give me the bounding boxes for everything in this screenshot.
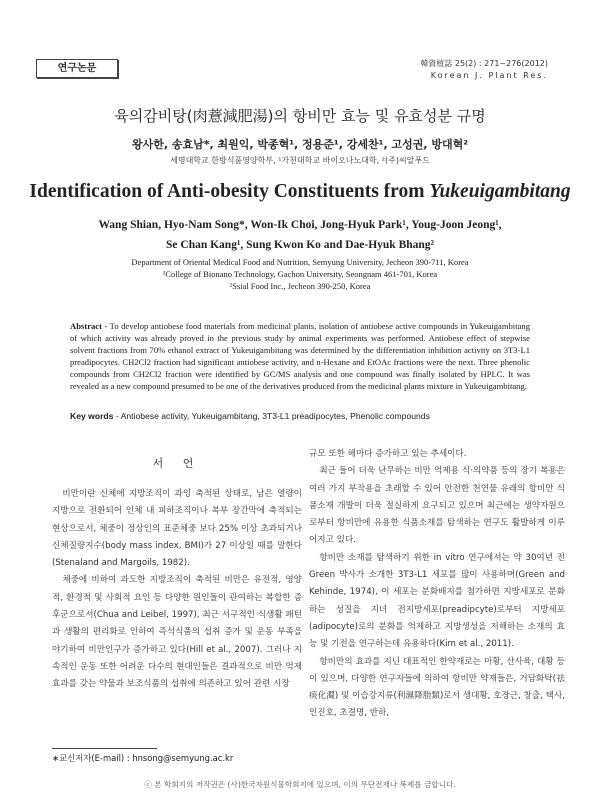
footnote-divider	[52, 748, 157, 749]
affiliation-line: ²Ssial Food Inc., Jecheon 390-250, Korea	[229, 281, 371, 291]
korean-title: 육의감비탕(肉薏減肥湯)의 항비만 효능 및 유효성분 규명	[114, 107, 486, 125]
paragraph: 규모 또한 해마다 증가하고 있는 추세이다.	[309, 449, 467, 459]
affiliation-line: Department of Oriental Medical Food and Nutrition, Semyung University, Jecheon 390-711, Korea	[131, 257, 469, 267]
paragraph: 체중에 비하여 과도한 지방조직이 축적된 비만은 유전적, 영양적, 환경적 및 사회적 요인 등 다양한 원인들이 관여하는 복합한 증후군으로서(Chua and Leibel, 1997), 최근 서구적인 식생활 패턴과 생활의 편리화로 인하여 즉석식품의 섭취 증가 및 운동 부족을 야기하여 비만인구가 증가하고 있다(Hill et al., 2007). 그러나 지속적인 운동 또한 어려운 다수의 현대인들은 결과적으로 비만 억제효과를 갖는 약물과 보조식품의 섭취에 의존하고 있어 관련 시장	[52, 575, 302, 690]
english-title-italic: Yukeuigambitang	[429, 181, 571, 202]
abstract-text: - To develop antiobese food materials from medicinal plants, isolation of antiobese active compounds in Yukeuigambitang of which activity was already proved in the previous study by animal experiments was performed. Antiobese effect of stepwise solvent fractions from 70% ethanol extract of Yukeuigambitang was determined by the differentiation inhibition activity on 3T3-L1 preadipocytes. CH2Cl2 fraction had significant antiobese activity, and n-Hexane and EtOAc fractions were the next. Three phenolic compounds from CH2Cl2 fraction were identified by GC/MS analysis and one compound was finally isolated by HPLC. It was revealed as a new compound presumed to be one of the derivatives produced from the medicinal plants mixture in Yukeuigambitang.	[70, 321, 530, 391]
english-authors	[40, 215, 560, 255]
left-column	[52, 486, 302, 694]
english-affiliations	[40, 256, 560, 292]
paragraph: 항비만의 효과를 지닌 대표적인 한약재로는 마황, 산사육, 대황 등이 있으며, 다양한 연구자들에 의하여 항비만 약재들은, 거담화탁(祛痰化濁) 및 이습강지류(利濕降脂類)로서 생대황, 호장근, 창출, 택사, 인진호, 초결명, 반하,	[309, 656, 565, 719]
english-authors-line2: Se Chan Kang¹, Sung Kwon Ko and Dae-Hyuk Bhang²	[166, 239, 434, 251]
korean-authors: 왕사한, 송효남*, 최원익, 박종혁¹, 정용준¹, 강세찬¹, 고성권, 방대혁²	[131, 138, 469, 151]
affiliation-line: ¹College of Bionano Technology, Gachon University, Seongnam 461-701, Korea	[162, 269, 438, 279]
abstract-label: Abstract	[70, 321, 102, 331]
section-heading: 서 언	[152, 457, 202, 470]
keywords-label: Key words	[70, 411, 114, 421]
copyright-footer: ⓒ 본 학회지의 저작권은 (사)한국자원식물학회지에 있으며, 이의 무단전재나 복제를 금합니다.	[144, 780, 456, 789]
correspondence-note: ∗교신저자(E-mail) : hnsong@semyung.ac.kr	[52, 753, 234, 763]
article-type-badge: 연구논문	[36, 59, 118, 78]
english-title	[0, 181, 600, 203]
paragraph: 항비만 소재를 탐색하기 위한 in vitro 연구에서는 약 30여년 전 Green 박사가 소개한 3T3-L1 세포를 많이 사용하며(Green and Kehinde, 1974), 이 세포는 분화배지를 첨가하면 지방세포로 분화하는 성질을 지녀 전지방세포(preadipcyte)로부터 지방세포(adipocyte)로의 분화를 억제하고 지방생성을 저해하는 소재의 효능 및 기전을 연구하는데 유용하다(Kim et al., 2011).	[309, 552, 565, 650]
keywords-text: - Antiobese activity, Yukeuigambitang, 3T3-L1 preadipocytes, Phenolic compounds	[113, 411, 430, 421]
journal-citation: 韓資植誌 25(2) : 271~276(2012)	[420, 59, 548, 68]
paragraph: 비만이란 신체에 지방조직이 과잉 축적된 상태로, 남은 열량이 지방으로 전환되어 인체 내 피하조직이나 복부 장간막에 축적되는 현상으로서, 체중이 정상인의 표준체중 보다 25% 이상 초과되거나 신체질량지수(body mass index, BMI)가 27 이상일 때를 말한다(Stenaland and Margoils, 1982).	[52, 489, 302, 569]
keywords	[70, 411, 540, 421]
english-authors-line1: Wang Shian, Hyo-Nam Song*, Won-Ik Choi, Jong-Hyuk Park¹, Youg-Joon Jeong¹,	[98, 219, 502, 231]
journal-name: Korean J. Plant Res.	[430, 71, 548, 80]
english-title-prefix: Identification of Anti-obesity Constituents from	[29, 181, 430, 202]
abstract	[70, 320, 530, 392]
korean-affiliation: 세명대학교 한방식품영양학부, ¹가천대학교 바이오나노대학, ²(주)씨알푸드	[170, 156, 430, 165]
paragraph: 최근 들어 더욱 난무하는 비만 억제용 식·의약품 등의 장기 복용은 여러 가지 부작용을 초래할 수 있어 안전한 천연물 유래의 항비만 식품소재 개발이 더욱 절실하게 요구되고 있으며 최근에는 생약자원으로부터 항비만에 유용한 식품소재를 탐색하는 연구도 활발하게 이루어지고 있다.	[309, 466, 565, 546]
right-column	[309, 446, 565, 723]
